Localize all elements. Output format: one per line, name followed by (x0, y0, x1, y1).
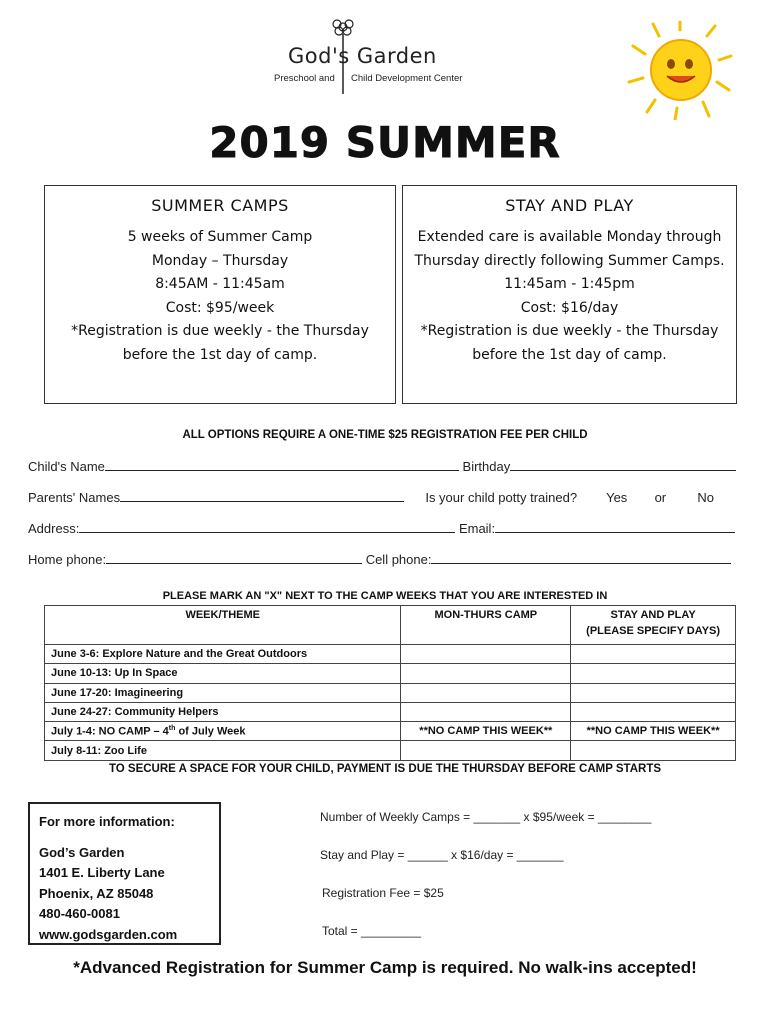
sun-icon (625, 20, 735, 120)
camp-mark-cell[interactable] (401, 645, 571, 664)
summer-camps-line: before the 1st day of camp. (122, 346, 318, 363)
stay-and-play-calc: Stay and Play = ______ x $16/day = _______ (320, 848, 564, 862)
stay-mark-cell[interactable] (571, 702, 736, 721)
contact-city: Phoenix, AZ 85048 (39, 885, 154, 901)
potty-trained-question: Is your child potty trained? (425, 490, 578, 505)
summer-camps-line: 5 weeks of Summer Camp (127, 229, 313, 245)
weekly-camps-calc: Number of Weekly Camps = _______ x $95/week = ________ (320, 810, 652, 824)
camp-mark-cell[interactable] (401, 702, 571, 721)
registration-fee-calc: Registration Fee = $25 (322, 886, 444, 900)
registration-fee-note: ALL OPTIONS REQUIRE A ONE-TIME $25 REGISTRATION FEE PER CHILD (182, 429, 588, 441)
week-theme-cell: June 24-27: Community Helpers (45, 702, 401, 721)
cell-phone-field[interactable] (431, 551, 731, 564)
week-theme-cell: June 3-6: Explore Nature and the Great Outdoors (45, 645, 401, 664)
header-mon-thurs-camp: MON-THURS CAMP (401, 606, 571, 645)
cell-phone-label: Cell phone: (365, 552, 432, 567)
stay-and-play-line: 11:45am - 1:45pm (504, 276, 635, 292)
stay-and-play-line: *Registration is due weekly - the Thursday (420, 323, 719, 339)
logo-name: God's Garden (288, 44, 437, 68)
email-field[interactable] (495, 520, 735, 533)
camp-mark-cell[interactable] (401, 683, 571, 702)
logo-subtitle-right: Child Development Center (351, 73, 463, 84)
child-name-field[interactable] (105, 458, 459, 471)
camp-mark-cell[interactable] (401, 741, 571, 760)
page-title: 2019 SUMMER (209, 118, 561, 167)
header-stay-and-play-subtitle: (PLEASE SPECIFY DAYS) (586, 625, 721, 637)
address-label: Address: (28, 521, 80, 536)
logo-subtitle-left: Preschool and (274, 73, 335, 84)
contact-phone: 480-460-0081 (39, 906, 120, 921)
parents-names-row (28, 489, 714, 505)
table-row (45, 645, 736, 664)
parents-names-field[interactable] (120, 489, 404, 502)
child-name-label: Child's Name (28, 459, 105, 474)
table-row (45, 722, 736, 741)
header-stay-and-play (571, 606, 736, 645)
stay-and-play-line: Cost: $16/day (520, 299, 619, 316)
header-stay-and-play-title: STAY AND PLAY (610, 609, 696, 621)
stay-and-play-line: before the 1st day of camp. (472, 346, 667, 363)
week-theme-cell: July 8-11: Zoo Life (45, 741, 401, 760)
home-phone-label: Home phone: (28, 552, 107, 567)
potty-or-text: or (654, 490, 667, 505)
address-field[interactable] (79, 520, 455, 533)
summer-camps-line: 8:45AM - 11:45am (155, 276, 285, 292)
camp-mark-cell: **NO CAMP THIS WEEK** (401, 722, 571, 741)
table-header-row (45, 606, 736, 645)
stay-mark-cell[interactable] (571, 741, 736, 760)
camp-mark-cell[interactable] (401, 664, 571, 683)
table-row (45, 741, 736, 760)
summer-camps-heading: SUMMER CAMPS (151, 196, 289, 215)
week-theme-cell: June 17-20: Imagineering (45, 683, 401, 702)
week-theme-cell: June 10-13: Up In Space (45, 664, 401, 683)
potty-yes-option[interactable]: Yes (606, 490, 628, 505)
stay-and-play-box (402, 185, 737, 404)
stay-and-play-heading: STAY AND PLAY (505, 196, 634, 215)
phone-row (28, 551, 731, 567)
address-row (28, 520, 735, 536)
advanced-registration-note: *Advanced Registration for Summer Camp is required. No walk-ins accepted! (73, 958, 697, 977)
child-name-row (28, 458, 736, 474)
total-calc: Total = _________ (322, 924, 422, 938)
stay-mark-cell[interactable] (571, 683, 736, 702)
contact-info-box (28, 802, 221, 945)
gods-garden-logo (268, 18, 490, 96)
payment-due-note: TO SECURE A SPACE FOR YOUR CHILD, PAYMENT IS DUE THE THURSDAY BEFORE CAMP STARTS (108, 763, 662, 775)
week-theme-text: July 1-4: NO CAMP – 4 (51, 725, 169, 738)
stay-and-play-line: Thursday directly following Summer Camps. (414, 252, 725, 269)
stay-mark-cell[interactable] (571, 645, 736, 664)
table-row (45, 664, 736, 683)
table-row (45, 702, 736, 721)
stay-and-play-line: Extended care is available Monday through (417, 229, 722, 245)
week-theme-superscript: th (168, 725, 176, 732)
parents-names-label: Parents' Names (28, 490, 121, 505)
summer-camps-line: Cost: $95/week (165, 299, 275, 316)
home-phone-field[interactable] (106, 551, 362, 564)
summer-camps-line: *Registration is due weekly - the Thursday (71, 323, 369, 339)
email-label: Email: (458, 521, 496, 536)
contact-info-heading: For more information: (39, 814, 175, 829)
table-row (45, 683, 736, 702)
summer-camps-box (44, 185, 396, 404)
contact-name: God’s Garden (39, 844, 125, 860)
birthday-field[interactable] (510, 458, 736, 471)
stay-mark-cell[interactable] (571, 664, 736, 683)
potty-no-option[interactable]: No (697, 490, 714, 505)
birthday-label: Birthday (462, 459, 511, 474)
header-week-theme: WEEK/THEME (45, 606, 401, 645)
week-theme-suffix: of July Week (175, 725, 246, 738)
contact-street: 1401 E. Liberty Lane (39, 865, 165, 880)
mark-weeks-note: PLEASE MARK AN "X" NEXT TO THE CAMP WEEKS THAT YOU ARE INTERESTED IN (162, 590, 608, 602)
week-theme-cell (45, 722, 401, 741)
camp-weeks-table (44, 605, 736, 761)
stay-mark-cell: **NO CAMP THIS WEEK** (571, 722, 736, 741)
contact-website[interactable]: www.godsgarden.com (39, 926, 178, 942)
summer-camps-line: Monday – Thursday (151, 252, 289, 269)
